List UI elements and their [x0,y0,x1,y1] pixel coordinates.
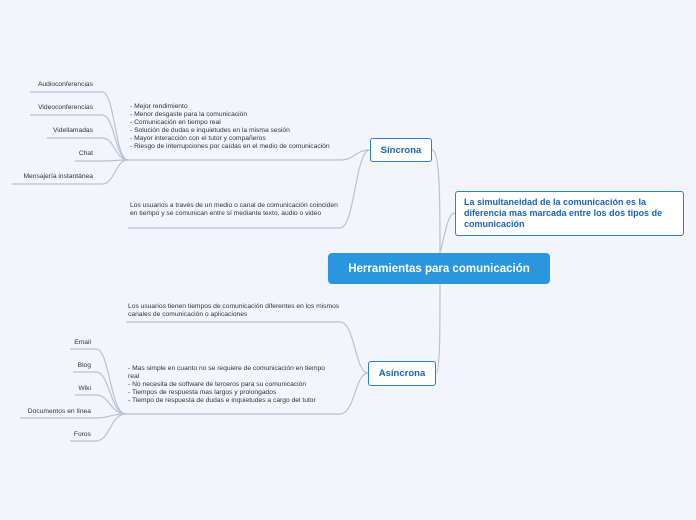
connector-central-sincrona [432,150,440,253]
tool-videoconferencias[interactable]: Videoconferencias [38,104,93,111]
note-simultaneidad[interactable]: La simultaneidad de la comunicación es la diferencia mas marcada entre los dos tipos de comunicación [455,191,684,236]
tool-chat[interactable]: Chat [78,150,93,157]
topic-sincrona[interactable]: Síncrona [370,138,432,162]
tool-mensajeria-instantanea[interactable]: Mensajería instantánea [23,173,93,180]
topic-asincrona[interactable]: Asíncrona [368,361,436,386]
connector-central-note [440,213,455,253]
asincrona-definition[interactable]: Los usuarios tienen tiempos de comunicación diferentes en los mismos canales de comunicación o aplicaciones [128,303,340,318]
tool-videllamadas[interactable]: Videllamadas [52,127,93,134]
central-topic[interactable]: Herramientas para comunicación [328,253,550,284]
tool-audioconferencias[interactable]: Audioconferencias [37,81,93,88]
connector-tools-email [70,349,126,414]
connector-sincrona-features [128,150,370,160]
connector-tools-chat [75,160,128,161]
tool-documentos-en-linea[interactable]: Documentos en línea [27,408,91,415]
tool-foros[interactable]: Foros [73,431,91,438]
asincrona-features[interactable]: - Mas simple en cuanto no se requiere de comunicación en tiempo real - No necesita de software de terceros para su comunicación - Tiempos de respuesta mas largos y prolongados - Tiempo de respuesta de dudas e inquietudes a cargo del tutor [128,365,326,404]
connector-tools-mensajeria [12,160,128,184]
tool-wiki[interactable]: Wiki [78,385,91,392]
connector-central-asincrona [436,284,440,373]
sincrona-definition[interactable]: Los usuarios a través de un medio o canal de comunicación coinciden en tiempo y se comunican entre sí mediante texto, audio o video [130,202,338,217]
sincrona-features[interactable]: - Mejor rendimiento - Menor desgaste para la comunicación - Comunicación en tiempo real - Solución de dudas e inquietudes en la misma sesión - Mayor interacción con el tutor y compañeros - Riesgo de interrupciones por caídas en el medio de comunicación [130,103,330,150]
tool-email[interactable]: Email [74,339,91,346]
tool-blog[interactable]: Blog [77,362,91,369]
